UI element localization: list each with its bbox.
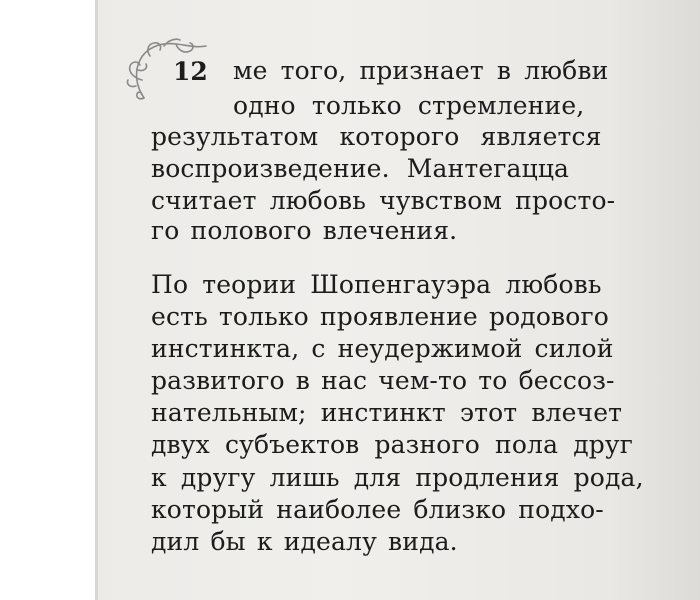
text-line: развитого в нас чем-то то бессоз- — [151, 366, 615, 395]
text-line: считает любовь чувством просто- — [151, 186, 616, 215]
text-line: двух субъектов разного пола друг — [151, 430, 634, 459]
text-line: го полового влечения. — [151, 216, 458, 245]
text-line: дил бы к идеалу вида. — [151, 527, 458, 556]
text-line: который наиболее близко подхо- — [151, 495, 604, 524]
text-line: ме того, признает в любви — [233, 56, 609, 85]
text-line: нательным; инстинкт этот влечет — [151, 398, 623, 427]
page-number: 12 — [173, 57, 208, 86]
text-line: есть только проявление родового — [151, 302, 609, 331]
text-line: инстинкта, с неудержимой силой — [151, 334, 614, 363]
text-line: По теории Шопенгауэра любовь — [151, 270, 602, 299]
text-line: результатом которого является — [151, 122, 602, 151]
paper-left-edge — [95, 0, 98, 600]
text-line: воспроизведение. Мантегацца — [151, 154, 570, 183]
text-line: к другу лишь для продления рода, — [151, 463, 644, 492]
text-line: одно только стремление, — [233, 91, 585, 120]
